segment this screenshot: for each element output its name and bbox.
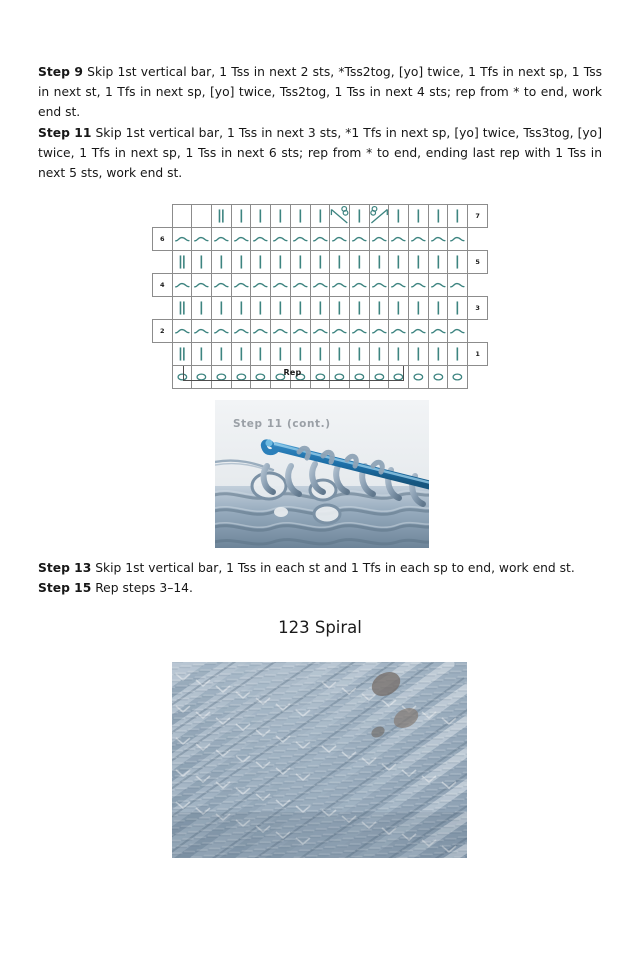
chart-row (153, 274, 488, 297)
row-number-spacer (153, 297, 173, 320)
chart-cell-vertical-bar (310, 205, 330, 228)
chart-cell-wave (349, 274, 369, 297)
chart-cell-vertical-bar (271, 297, 291, 320)
photo-caption: Step 11 (cont.) (233, 418, 331, 430)
chart-cell-double-bar (212, 205, 232, 228)
chart-row (153, 343, 488, 366)
chart-cell-decrease-left (369, 205, 389, 228)
stitch-chart-grid (152, 204, 488, 389)
chart-row (153, 320, 488, 343)
chart-cell-vertical-bar (349, 205, 369, 228)
step-label: Step 11 (38, 125, 92, 140)
row-number-right: 3 (468, 297, 488, 320)
chart-cell-vertical-bar (290, 251, 310, 274)
chart-cell-oval (428, 366, 448, 389)
chart-cell-oval (448, 366, 468, 389)
chart-row (153, 297, 488, 320)
chart-cell-vertical-bar (231, 343, 251, 366)
chart-cell-vertical-bar (428, 297, 448, 320)
chart-cell-vertical-bar (310, 297, 330, 320)
row-number-spacer (468, 228, 488, 251)
step-paragraph (38, 578, 602, 598)
step-label: Step 15 (38, 581, 92, 596)
chart-row (153, 251, 488, 274)
chart-cell-wave (290, 228, 310, 251)
step-paragraph (38, 62, 602, 123)
chart-cell-vertical-bar (448, 251, 468, 274)
chart-cell-vertical-bar (271, 205, 291, 228)
chart-cell-vertical-bar (369, 343, 389, 366)
stitch-chart (152, 204, 488, 388)
chart-cell-vertical-bar (212, 251, 232, 274)
chart-cell-vertical-bar (290, 205, 310, 228)
step-text: Skip 1st vertical bar, 1 Tss in next 3 sts, *1 Tfs in next sp, [yo] twice, Tss3tog, [yo] twice, 1 Tfs in next sp, 1 Tss in next 6 sts; rep from * to end, ending last rep with 1 Tss in next 5 sts, work end st. (38, 125, 602, 181)
chart-cell-wave (389, 274, 409, 297)
chart-cell-vertical-bar (428, 251, 448, 274)
chart-cell-wave (231, 228, 251, 251)
photo-spiral-swatch (172, 662, 467, 858)
rep-label: Rep (283, 368, 302, 377)
chart-cell-vertical-bar (231, 251, 251, 274)
row-number-spacer (153, 366, 173, 389)
chart-cell-wave (409, 228, 429, 251)
chart-cell-wave (369, 228, 389, 251)
chart-cell-wave (448, 228, 468, 251)
row-number-right: 5 (468, 251, 488, 274)
chart-cell-wave (310, 274, 330, 297)
step-paragraph (38, 123, 602, 184)
chart-cell-vertical-bar (251, 343, 271, 366)
chart-cell-vertical-bar (330, 297, 350, 320)
instructions-bottom (38, 558, 602, 598)
chart-row (153, 205, 488, 228)
chart-cell-wave (290, 274, 310, 297)
chart-cell-wave (271, 320, 291, 343)
step-text: Rep steps 3–14. (91, 581, 193, 596)
chart-cell-wave (290, 320, 310, 343)
chart-cell-empty (172, 205, 192, 228)
chart-cell-wave (172, 228, 192, 251)
chart-cell-vertical-bar (251, 205, 271, 228)
chart-cell-wave (212, 274, 232, 297)
chart-cell-vertical-bar (310, 251, 330, 274)
chart-cell-wave (369, 320, 389, 343)
chart-cell-vertical-bar (212, 297, 232, 320)
row-number-left: 4 (153, 274, 173, 297)
chart-cell-wave (389, 320, 409, 343)
chart-cell-vertical-bar (409, 343, 429, 366)
row-number-spacer (468, 366, 488, 389)
chart-cell-wave (251, 274, 271, 297)
chart-cell-vertical-bar (271, 343, 291, 366)
chart-cell-vertical-bar (409, 297, 429, 320)
chart-cell-wave (409, 320, 429, 343)
step-paragraph (38, 558, 602, 578)
chart-cell-wave (428, 228, 448, 251)
instructions-top (38, 62, 602, 183)
chart-cell-vertical-bar (212, 343, 232, 366)
row-number-spacer (468, 320, 488, 343)
row-number-spacer (468, 274, 488, 297)
chart-cell-vertical-bar (448, 343, 468, 366)
chart-cell-wave (330, 320, 350, 343)
chart-cell-wave (310, 320, 330, 343)
chart-cell-wave (389, 228, 409, 251)
chart-cell-wave (428, 320, 448, 343)
chart-row (153, 228, 488, 251)
chart-cell-vertical-bar (389, 205, 409, 228)
chart-cell-decrease-right (330, 205, 350, 228)
chart-cell-empty (192, 205, 212, 228)
step-label: Step 13 (38, 561, 92, 575)
row-number-spacer (153, 205, 173, 228)
chart-cell-wave (349, 228, 369, 251)
chart-cell-wave (192, 274, 212, 297)
photo-spiral-graphic (172, 662, 467, 858)
chart-cell-vertical-bar (349, 297, 369, 320)
chart-cell-vertical-bar (330, 343, 350, 366)
step-label: Step 9 (38, 65, 83, 79)
chart-cell-vertical-bar (448, 205, 468, 228)
chart-cell-vertical-bar (271, 251, 291, 274)
chart-cell-vertical-bar (330, 251, 350, 274)
chart-cell-oval (409, 366, 429, 389)
chart-cell-vertical-bar (369, 297, 389, 320)
row-number-right: 7 (468, 205, 488, 228)
chart-cell-wave (251, 228, 271, 251)
chart-cell-double-bar (172, 297, 192, 320)
chart-cell-wave (271, 274, 291, 297)
chart-cell-wave (212, 228, 232, 251)
chart-cell-vertical-bar (428, 343, 448, 366)
row-number-spacer (153, 343, 173, 366)
chart-cell-vertical-bar (428, 205, 448, 228)
chart-cell-wave (409, 274, 429, 297)
chart-cell-wave (428, 274, 448, 297)
chart-cell-vertical-bar (389, 251, 409, 274)
chart-cell-double-bar (172, 343, 192, 366)
chart-cell-wave (172, 274, 192, 297)
chart-cell-wave (192, 320, 212, 343)
chart-cell-vertical-bar (231, 297, 251, 320)
chart-cell-vertical-bar (310, 343, 330, 366)
chart-cell-vertical-bar (231, 205, 251, 228)
chart-cell-vertical-bar (369, 251, 389, 274)
chart-cell-wave (448, 320, 468, 343)
chart-cell-wave (448, 274, 468, 297)
chart-cell-vertical-bar (192, 251, 212, 274)
chart-cell-vertical-bar (192, 343, 212, 366)
chart-cell-wave (231, 320, 251, 343)
chart-cell-vertical-bar (349, 251, 369, 274)
chart-cell-vertical-bar (251, 297, 271, 320)
chart-cell-vertical-bar (192, 297, 212, 320)
chart-cell-wave (330, 274, 350, 297)
chart-cell-wave (310, 228, 330, 251)
row-number-left: 6 (153, 228, 173, 251)
step-text: Skip 1st vertical bar, 1 Tss in each st and 1 Tfs in each sp to end, work end st. (91, 561, 575, 575)
row-number-right: 1 (468, 343, 488, 366)
step-text: Skip 1st vertical bar, 1 Tss in next 2 sts, *Tss2tog, [yo] twice, 1 Tfs in next sp, 1 Tss in next st, 1 Tfs in next sp, [yo] twice, Tss2tog, 1 Tss in next 4 sts; rep from * to end, work end st. (38, 65, 603, 120)
chart-cell-wave (369, 274, 389, 297)
chart-cell-vertical-bar (290, 343, 310, 366)
chart-cell-vertical-bar (251, 251, 271, 274)
chart-cell-vertical-bar (389, 297, 409, 320)
chart-cell-vertical-bar (409, 251, 429, 274)
row-number-left: 2 (153, 320, 173, 343)
chart-cell-double-bar (172, 251, 192, 274)
chart-cell-vertical-bar (409, 205, 429, 228)
chart-cell-wave (349, 320, 369, 343)
photo-step-11-cont (215, 400, 429, 548)
chart-cell-wave (172, 320, 192, 343)
chart-cell-vertical-bar (448, 297, 468, 320)
chart-cell-wave (231, 274, 251, 297)
chart-cell-wave (251, 320, 271, 343)
chart-cell-vertical-bar (349, 343, 369, 366)
chart-cell-vertical-bar (290, 297, 310, 320)
row-number-spacer (153, 251, 173, 274)
page-title: 123 Spiral (278, 618, 362, 637)
chart-cell-wave (330, 228, 350, 251)
chart-cell-wave (212, 320, 232, 343)
chart-cell-wave (271, 228, 291, 251)
chart-cell-wave (192, 228, 212, 251)
chart-cell-vertical-bar (389, 343, 409, 366)
